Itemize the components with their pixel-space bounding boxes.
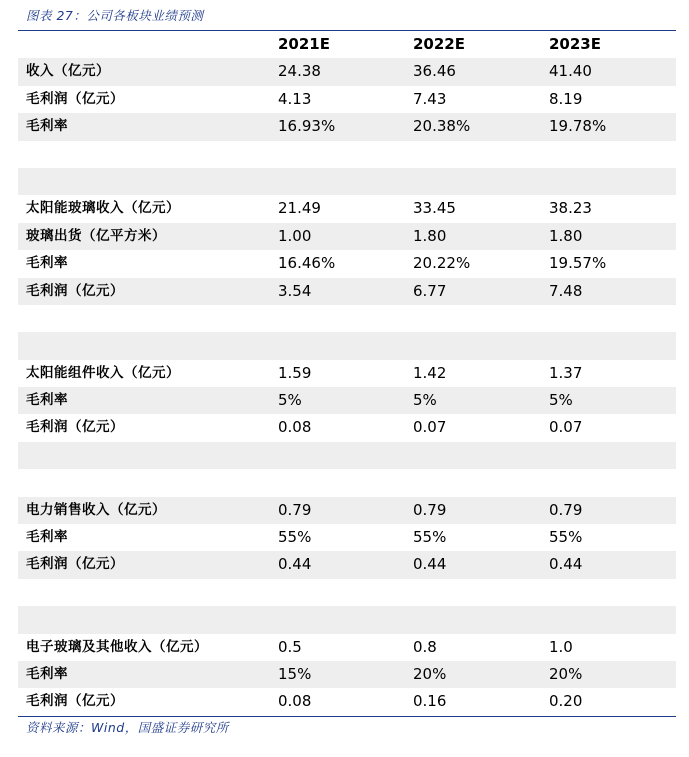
- value-2023e: 55%: [549, 528, 583, 547]
- value-2021e: 3.54: [278, 281, 312, 300]
- value-2023e: 1.0: [549, 637, 573, 656]
- value-2023e: 38.23: [549, 199, 592, 218]
- table-row: [18, 113, 676, 140]
- value-2022e: 6.77: [413, 281, 447, 300]
- table-row: [18, 497, 676, 524]
- row-label: 太阳能玻璃收入（亿元）: [26, 200, 180, 217]
- value-2022e: 20%: [413, 664, 447, 683]
- value-2021e: 21.49: [278, 199, 321, 218]
- row-label: 毛利率: [26, 665, 68, 682]
- value-2022e: 1.80: [413, 226, 447, 245]
- value-2022e: 20.22%: [413, 254, 471, 273]
- table-row: [18, 305, 676, 332]
- value-2023e: 0.07: [549, 418, 583, 437]
- value-2023e: 0.79: [549, 500, 583, 519]
- table-row: [18, 86, 676, 113]
- forecast-table: [18, 31, 676, 716]
- table-row: [18, 250, 676, 277]
- row-label: 毛利率: [26, 118, 68, 135]
- header-row: [18, 31, 676, 58]
- value-2022e: 1.42: [413, 363, 447, 382]
- value-2023e: 20%: [549, 664, 583, 683]
- row-label: 毛利润（亿元）: [26, 282, 124, 299]
- source-note: 资料来源：Wind，国盛证券研究所: [26, 720, 229, 735]
- figure-caption: 图表 27：公司各板块业绩预测: [26, 8, 204, 23]
- value-2021e: 0.08: [278, 418, 312, 437]
- row-label: 毛利率: [26, 392, 68, 409]
- value-2021e: 16.46%: [278, 254, 336, 273]
- table-row: [18, 414, 676, 441]
- table-row: [18, 387, 676, 414]
- value-2022e: 0.8: [413, 637, 437, 656]
- row-label: 毛利润（亿元）: [26, 90, 124, 107]
- value-2023e: 19.78%: [549, 117, 607, 136]
- bottom-rule: [18, 716, 676, 717]
- value-2023e: 41.40: [549, 62, 592, 81]
- value-2021e: 1.59: [278, 363, 312, 382]
- value-2023e: 1.80: [549, 226, 583, 245]
- header-2021e: 2021E: [278, 35, 330, 53]
- table-row: [18, 688, 676, 715]
- table-row: [18, 551, 676, 578]
- row-label: 毛利率: [26, 255, 68, 272]
- table-row: [18, 524, 676, 551]
- value-2023e: 0.20: [549, 692, 583, 711]
- value-2022e: 0.44: [413, 555, 447, 574]
- table-row: [18, 168, 676, 195]
- table-row: [18, 579, 676, 606]
- value-2022e: 0.16: [413, 692, 447, 711]
- value-2022e: 55%: [413, 528, 447, 547]
- row-label: 电力销售收入（亿元）: [26, 501, 166, 518]
- table-row: [18, 634, 676, 661]
- value-2023e: 1.37: [549, 363, 583, 382]
- row-label: 毛利率: [26, 529, 68, 546]
- value-2021e: 0.08: [278, 692, 312, 711]
- value-2022e: 7.43: [413, 89, 447, 108]
- value-2021e: 1.00: [278, 226, 312, 245]
- value-2021e: 24.38: [278, 62, 321, 81]
- table-row: [18, 223, 676, 250]
- table-row: [18, 278, 676, 305]
- value-2021e: 0.79: [278, 500, 312, 519]
- table-row: [18, 141, 676, 168]
- value-2023e: 7.48: [549, 281, 583, 300]
- table-row: [18, 469, 676, 496]
- value-2022e: 36.46: [413, 62, 456, 81]
- value-2021e: 55%: [278, 528, 312, 547]
- table-row: [18, 360, 676, 387]
- row-label: 毛利润（亿元）: [26, 556, 124, 573]
- row-label: 毛利润（亿元）: [26, 693, 124, 710]
- table-row: [18, 661, 676, 688]
- table-row: [18, 442, 676, 469]
- value-2023e: 0.44: [549, 555, 583, 574]
- table-row: [18, 58, 676, 85]
- value-2022e: 20.38%: [413, 117, 471, 136]
- value-2023e: 5%: [549, 391, 573, 410]
- value-2021e: 15%: [278, 664, 312, 683]
- value-2021e: 16.93%: [278, 117, 336, 136]
- value-2022e: 33.45: [413, 199, 456, 218]
- table-body: [18, 58, 676, 715]
- table-row: [18, 195, 676, 222]
- row-label: 电子玻璃及其他收入（亿元）: [26, 638, 208, 655]
- header-2023e: 2023E: [549, 35, 601, 53]
- value-2023e: 8.19: [549, 89, 583, 108]
- row-label: 收入（亿元）: [26, 63, 110, 80]
- row-label: 毛利润（亿元）: [26, 419, 124, 436]
- value-2021e: 0.44: [278, 555, 312, 574]
- table-row: [18, 606, 676, 633]
- value-2021e: 4.13: [278, 89, 312, 108]
- value-2021e: 5%: [278, 391, 302, 410]
- value-2022e: 5%: [413, 391, 437, 410]
- value-2022e: 0.07: [413, 418, 447, 437]
- value-2021e: 0.5: [278, 637, 302, 656]
- table-row: [18, 332, 676, 359]
- row-label: 太阳能组件收入（亿元）: [26, 364, 180, 381]
- value-2022e: 0.79: [413, 500, 447, 519]
- header-2022e: 2022E: [413, 35, 465, 53]
- value-2023e: 19.57%: [549, 254, 607, 273]
- row-label: 玻璃出货（亿平方米）: [26, 227, 166, 244]
